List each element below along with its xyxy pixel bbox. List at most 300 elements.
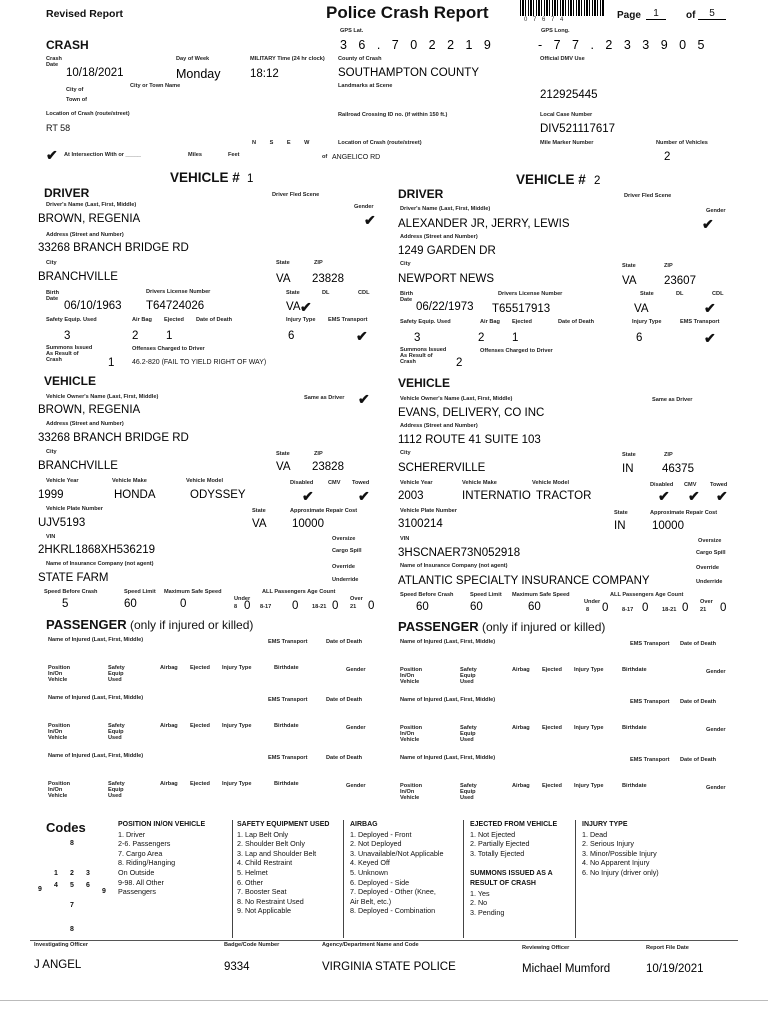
birth-date: 06/10/1963: [64, 300, 122, 312]
code-item: 4. Child Restraint: [237, 858, 293, 868]
speed-before: 5: [62, 598, 69, 610]
birth-date-label: Birth Date: [400, 291, 414, 303]
date-of-death-label: Date of Death: [680, 699, 717, 705]
position-label: Position In/On Vehicle: [400, 725, 423, 743]
driver-name-label: Driver's Name (Last, First, Middle): [400, 206, 491, 212]
code-item: 1. Not Ejected: [470, 829, 516, 839]
age-1821: 0: [332, 600, 339, 612]
code-item: Air Belt, etc.): [350, 896, 392, 906]
safety-equip-label: Safety Equip Used: [108, 781, 125, 799]
safety-codes-list: [233, 830, 343, 916]
code-item: 3. Pending: [470, 907, 505, 917]
air-bag-label: Air Bag: [480, 319, 500, 325]
summons-label: Summons Issued As Result of Crash: [46, 345, 93, 363]
injury-type-label: Injury Type: [574, 667, 604, 673]
code-item: 2. Shoulder Belt Only: [237, 839, 305, 849]
code-item: 1. Dead: [582, 829, 608, 839]
over-label: Over: [350, 596, 363, 602]
injury-type-label: Injury Type: [222, 723, 252, 729]
same-as-driver-label: Same as Driver: [652, 397, 693, 403]
mile-marker-label: Mile Marker Number: [540, 140, 594, 146]
speed-limit: 60: [124, 598, 137, 610]
plate-state: IN: [614, 520, 626, 532]
birthdate-label: Birthdate: [622, 783, 647, 789]
state-label: State: [622, 263, 636, 269]
underride-label: Underride: [696, 579, 723, 585]
agency-label: Agency/Department Name and Code: [322, 942, 419, 948]
report-title: Police Crash Report: [326, 3, 489, 22]
cdl-checkmark-icon: ✔: [704, 300, 716, 316]
airbag-code-box: [344, 820, 464, 938]
code-item: Passengers: [118, 887, 156, 897]
gender-label: Gender: [346, 667, 366, 673]
gender-label: Gender: [346, 783, 366, 789]
age-817: 0: [292, 600, 299, 612]
ejected-label: Ejected: [190, 665, 210, 671]
gender-label: Gender: [354, 204, 374, 210]
dl-state-label: State: [286, 290, 300, 296]
airbag-label: Airbag: [512, 725, 530, 731]
age-under8: 0: [244, 600, 251, 612]
vehicle-make: HONDA: [114, 489, 156, 501]
ejected-label: Ejected: [190, 781, 210, 787]
age-over21: 0: [368, 600, 375, 612]
dl-checkmark-icon: ✔: [300, 299, 312, 315]
ejected-codes-title: EJECTED FROM VEHICLE: [470, 821, 558, 828]
vin-label: VIN: [400, 536, 410, 542]
investigating-officer: J ANGEL: [34, 959, 82, 971]
ems-checkmark-icon: ✔: [704, 330, 716, 346]
dl-label: DL: [676, 291, 684, 297]
max-safe-speed: 0: [180, 598, 187, 610]
vin-label: VIN: [46, 534, 56, 540]
crash-section-title: CRASH: [46, 38, 89, 52]
dl-state-label: State: [640, 291, 654, 297]
repair-cost: 10000: [292, 518, 324, 530]
vehicle-make-label: Vehicle Make: [112, 478, 147, 484]
ejected-label: Ejected: [542, 725, 562, 731]
driver-state: VA: [276, 273, 291, 285]
barcode: [520, 0, 604, 16]
plate-label: Vehicle Plate Number: [400, 508, 457, 514]
badge-label: Badge/Code Number: [224, 942, 280, 948]
airbag-codes-list: [344, 830, 463, 916]
vehicle-make-label: Vehicle Make: [462, 480, 497, 486]
town-of-label: Town of: [66, 97, 88, 103]
owner-zip-label: ZIP: [314, 451, 323, 457]
badge-number: 9334: [224, 961, 250, 973]
airbag-label: Airbag: [160, 665, 178, 671]
summons-codes-title: SUMMONS ISSUED AS A RESULT OF CRASH: [470, 870, 553, 887]
vehicle-year-label: Vehicle Year: [400, 480, 433, 486]
driver-zip: 23607: [664, 275, 696, 287]
vehicle-number-label: VEHICLE #: [516, 172, 586, 187]
address-label: Address (Street and Number): [400, 234, 478, 240]
code-item: 1. Lap Belt Only: [237, 829, 289, 839]
owner-address-label: Address (Street and Number): [400, 423, 478, 429]
owner-state: IN: [622, 463, 634, 475]
driver-city: NEWPORT NEWS: [398, 273, 495, 285]
safety-equip-label: Safety Equip. Used: [46, 317, 97, 323]
city-town-name-label: City or Town Name: [130, 83, 181, 89]
birthdate-label: Birthdate: [274, 781, 299, 787]
report-file-date: 10/19/2021: [646, 963, 704, 975]
day-of-week-label: Day of Week: [176, 56, 210, 62]
over21-label: 21: [350, 604, 357, 610]
passengers-age-label: ALL Passengers Age Count: [262, 589, 336, 595]
age-1821-label: 18-21: [662, 607, 677, 613]
gender-label: Gender: [706, 208, 726, 214]
gender-label: Gender: [706, 727, 726, 733]
ejected-codes-list: [464, 830, 575, 859]
injury-codes-title: INJURY TYPE: [582, 821, 628, 828]
officer-label: Investigating Officer: [34, 942, 89, 948]
ems-checkmark-icon: ✔: [356, 328, 368, 344]
code-item: 5. Helmet: [237, 867, 268, 877]
date-of-death-label: Date of Death: [680, 757, 717, 763]
vehicle-number: 1: [247, 173, 254, 185]
miles-label: Miles: [188, 152, 202, 158]
date-of-death-label: Date of Death: [326, 697, 363, 703]
plate-label: Vehicle Plate Number: [46, 506, 103, 512]
vehicle-model: ODYSSEY: [190, 489, 246, 501]
military-time-label: MILITARY Time (24 hr clock): [250, 56, 325, 62]
owner-state-label: State: [622, 452, 636, 458]
injury-code-box: [576, 820, 726, 938]
owner-name-label: Vehicle Owner's Name (Last, First, Middle): [46, 394, 159, 400]
age-817-label: 8-17: [622, 607, 634, 613]
ems-transport-label: EMS Transport: [268, 697, 308, 703]
seat-position-number: 2: [70, 870, 74, 877]
airbag-label: Airbag: [160, 723, 178, 729]
gps-long: - 7 7 . 2 3 3 9 0 5: [538, 38, 709, 52]
day-of-week: Monday: [176, 67, 221, 81]
dl-number: T65517913: [492, 303, 551, 315]
vehicle-make: INTERNATIO: [462, 490, 531, 502]
vehicle-model: TRACTOR: [536, 490, 592, 502]
cmv-label: CMV: [328, 480, 341, 486]
code-item: 1. Yes: [470, 888, 490, 898]
owner-city: SCHERERVILLE: [398, 462, 486, 474]
owner-address: 33268 BRANCH BRIDGE RD: [38, 432, 189, 444]
seat-position-number: 7: [70, 902, 74, 909]
injured-name-label: Name of Injured (Last, First, Middle): [400, 755, 496, 761]
ejected-label: Ejected: [542, 667, 562, 673]
seat-position-number: 9: [102, 888, 106, 895]
code-item: 3. Lap and Shoulder Belt: [237, 848, 317, 858]
ems-transport-label: EMS Transport: [630, 757, 670, 763]
driver-address: 1249 GARDEN DR: [398, 245, 496, 257]
city-label: City: [400, 261, 411, 267]
age-817: 0: [642, 602, 649, 614]
safety-equip-label: Safety Equip Used: [460, 783, 477, 801]
reviewing-officer-label: Reviewing Officer: [522, 945, 570, 951]
speed-before: 60: [416, 601, 429, 613]
birth-date: 06/22/1973: [416, 301, 474, 313]
driver-fled-label: Driver Fled Scene: [624, 193, 672, 199]
gps-lat: 3 6 . 7 0 2 2 1 9: [340, 38, 495, 52]
gender-checkmark-icon: ✔: [702, 216, 714, 232]
gender-label: Gender: [706, 669, 726, 675]
position-label: Position In/On Vehicle: [48, 665, 71, 683]
plate-state-label: State: [252, 508, 266, 514]
oversize-label: Oversize: [332, 536, 356, 542]
passenger-heading: PASSENGER: [398, 619, 479, 634]
airbag-label: Airbag: [512, 667, 530, 673]
disabled-label: Disabled: [290, 480, 314, 486]
city-label: City: [46, 260, 57, 266]
airbag-codes-title: AIRBAG: [350, 821, 378, 828]
speed-limit-label: Speed Limit: [470, 592, 502, 598]
passengers-age-label: ALL Passengers Age Count: [610, 592, 684, 598]
driver-fled-label: Driver Fled Scene: [272, 192, 320, 198]
code-item: 9. Not Applicable: [237, 906, 291, 916]
gender-label: Gender: [346, 725, 366, 731]
direction-nsew: N S E W: [252, 140, 316, 146]
owner-address: 1112 ROUTE 41 SUITE 103: [398, 434, 541, 446]
location2-label: Location of Crash (route/street): [338, 140, 422, 146]
ejected-label: Ejected: [542, 783, 562, 789]
speed-limit: 60: [470, 601, 483, 613]
code-item: 2. Partially Ejected: [470, 839, 530, 849]
safety-equip-label: Safety Equip Used: [460, 725, 477, 743]
vehicle-model-label: Vehicle Model: [532, 480, 569, 486]
ems-transport-label: EMS Transport: [268, 755, 308, 761]
driver-heading: DRIVER: [44, 186, 90, 200]
date-of-death-label: Date of Death: [326, 755, 363, 761]
age-817-label: 8-17: [260, 604, 272, 610]
gps-long-label: GPS Long.: [541, 28, 570, 34]
crash-location: RT 58: [46, 123, 71, 133]
ejected-label: Ejected: [164, 317, 184, 323]
safety-codes-title: SAFETY EQUIPMENT USED: [237, 821, 330, 828]
ems-transport-label: EMS Transport: [630, 641, 670, 647]
feet-label: Feet: [228, 152, 240, 158]
zip-label: ZIP: [664, 263, 673, 269]
code-item: 8. No Restraint Used: [237, 896, 304, 906]
seat-position-number: 3: [86, 870, 90, 877]
injured-name-label: Name of Injured (Last, First, Middle): [400, 697, 496, 703]
offense: 46.2-820 (FAIL TO YIELD RIGHT OF WAY): [132, 359, 267, 366]
speed-limit-label: Speed Limit: [124, 589, 156, 595]
ems-transport-label: EMS Transport: [680, 319, 720, 325]
page-label: Page: [617, 10, 641, 21]
driver-address: 33268 BRANCH BRIDGE RD: [38, 242, 189, 254]
code-item: 5. Unknown: [350, 867, 388, 877]
cargo-spill-label: Cargo Spill: [696, 550, 726, 556]
towed-checkmark-icon: ✔: [716, 488, 728, 504]
owner-address-label: Address (Street and Number): [46, 421, 124, 427]
ejected-label: Ejected: [512, 319, 532, 325]
crash-date: 10/18/2021: [66, 67, 124, 79]
birthdate-label: Birthdate: [274, 723, 299, 729]
birthdate-label: Birthdate: [622, 725, 647, 731]
barcode-digits: 0 7 6 7 4: [524, 17, 566, 23]
insurance-label: Name of Insurance Company (not agent): [400, 563, 508, 569]
plate-number: 3100214: [398, 518, 443, 530]
owner-city: BRANCHVILLE: [38, 460, 118, 472]
safety-equip-label: Safety Equip Used: [460, 667, 477, 685]
under8-label: 8: [234, 604, 238, 610]
safety-equip-label: Safety Equip Used: [108, 723, 125, 741]
over-label: Over: [700, 599, 713, 605]
injury-type: 6: [636, 332, 643, 344]
cmv-label: CMV: [684, 482, 697, 488]
dl-number-label: Drivers License Number: [498, 291, 563, 297]
landmarks-label: Landmarks at Scene: [338, 83, 393, 89]
injured-name-label: Name of Injured (Last, First, Middle): [48, 637, 144, 643]
cmv-checkmark-icon: ✔: [688, 488, 700, 504]
driver-name: BROWN, REGENIA: [38, 213, 141, 225]
state-label: State: [276, 260, 290, 266]
age-over21: 0: [720, 602, 727, 614]
seat-position-number: 8: [70, 840, 74, 847]
position-code-box: [118, 820, 230, 938]
code-item: 2-6. Passengers: [118, 839, 171, 849]
safety-equip-label: Safety Equip Used: [108, 665, 125, 683]
vehicle-year-label: Vehicle Year: [46, 478, 79, 484]
agency-name: VIRGINIA STATE POLICE: [322, 961, 456, 973]
code-item: 2. Not Deployed: [350, 839, 402, 849]
age-1821: 0: [682, 602, 689, 614]
dl-number: T64724026: [146, 300, 205, 312]
dl-label: DL: [322, 290, 330, 296]
override-label: Override: [696, 565, 720, 571]
vehicle-number-label: VEHICLE #: [170, 170, 240, 185]
local-case-number: DIV521117617: [540, 123, 616, 135]
code-item: 2. No: [470, 898, 488, 908]
override-label: Override: [332, 564, 356, 570]
owner-name: EVANS, DELIVERY, CO INC: [398, 407, 545, 419]
dl-number-label: Drivers License Number: [146, 289, 211, 295]
driver-heading: DRIVER: [398, 187, 444, 201]
intersection-road: ANGELICO RD: [332, 154, 381, 161]
under8-label: 8: [586, 607, 590, 613]
max-safe-label: Maximum Safe Speed: [164, 589, 222, 595]
seat-position-number: 5: [70, 882, 74, 889]
offenses-label: Offenses Charged to Driver: [480, 348, 553, 354]
ejected: 1: [512, 332, 519, 344]
num-vehicles: 2: [664, 151, 671, 163]
injured-name-label: Name of Injured (Last, First, Middle): [48, 753, 144, 759]
seat-position-number: 9: [38, 886, 42, 893]
passenger-note: (only if injured or killed): [482, 620, 606, 634]
code-item: 7. Deployed - Other (Knee,: [350, 887, 436, 897]
county: SOUTHAMPTON COUNTY: [338, 67, 479, 79]
code-item: 2. Serious Injury: [582, 839, 634, 849]
dmv-number: 212925445: [540, 89, 598, 101]
cdl-label: CDL: [358, 290, 370, 296]
injury-type-label: Injury Type: [222, 665, 252, 671]
owner-zip: 46375: [662, 463, 694, 475]
driver-zip: 23828: [312, 273, 344, 285]
air-bag-label: Air Bag: [132, 317, 152, 323]
seat-position-number: 6: [86, 882, 90, 889]
code-item: 6. No Injury (driver only): [582, 867, 659, 877]
injury-type-label: Injury Type: [574, 725, 604, 731]
driver-state: VA: [622, 275, 637, 287]
disabled-checkmark-icon: ✔: [302, 488, 314, 504]
safety-equip: 3: [64, 330, 71, 342]
date-of-death-label: Date of Death: [196, 317, 233, 323]
owner-city-label: City: [400, 450, 411, 456]
age-1821-label: 18-21: [312, 604, 327, 610]
position-label: Position In/On Vehicle: [48, 723, 71, 741]
injury-codes-list: [576, 830, 726, 878]
insurance-label: Name of Insurance Company (not agent): [46, 561, 154, 567]
repair-cost-label: Approximate Repair Cost: [290, 508, 358, 514]
ejected-code-box: [464, 820, 576, 938]
same-as-driver-label: Same as Driver: [304, 395, 345, 401]
air-bag: 2: [132, 330, 139, 342]
dl-state: VA: [286, 301, 301, 313]
max-safe-label: Maximum Safe Speed: [512, 592, 570, 598]
summons: 2: [456, 357, 463, 369]
max-safe-speed: 60: [528, 601, 541, 613]
revised-report-label: Revised Report: [46, 8, 124, 20]
vehicle-number: 2: [594, 175, 601, 187]
date-of-death-label: Date of Death: [326, 639, 363, 645]
repair-cost: 10000: [652, 520, 684, 532]
crash-date-label: Crash Date: [46, 56, 62, 68]
seat-position-number: 1: [54, 870, 58, 877]
gender-checkmark-icon: ✔: [364, 212, 376, 228]
under-label: Under: [234, 596, 251, 602]
insurance-company: STATE FARM: [38, 572, 109, 584]
passenger-heading: PASSENGER: [46, 617, 127, 632]
owner-zip: 23828: [312, 461, 344, 473]
code-item: On Outside: [118, 867, 155, 877]
file-date-label: Report File Date: [646, 945, 689, 951]
towed-checkmark-icon: ✔: [358, 488, 370, 504]
code-item: 4. Keyed Off: [350, 858, 390, 868]
safety-code-box: [232, 820, 344, 938]
owner-zip-label: ZIP: [664, 452, 673, 458]
underride-label: Underride: [332, 577, 359, 583]
airbag-label: Airbag: [512, 783, 530, 789]
page-total: 5: [698, 9, 726, 20]
date-of-death-label: Date of Death: [558, 319, 595, 325]
code-item: 7. Booster Seat: [237, 887, 287, 897]
injury-type-label: Injury Type: [574, 783, 604, 789]
plate-number: UJV5193: [38, 517, 86, 529]
city-of-label: City of: [66, 87, 84, 93]
zip-label: ZIP: [314, 260, 323, 266]
over21-label: 21: [700, 607, 707, 613]
cargo-spill-label: Cargo Spill: [332, 548, 362, 554]
code-item: 8. Riding/Hanging: [118, 858, 176, 868]
position-label: Position In/On Vehicle: [48, 781, 71, 799]
page-bottom-edge: [0, 1000, 768, 1001]
ems-transport-label: EMS Transport: [630, 699, 670, 705]
airbag-label: Airbag: [160, 781, 178, 787]
injury-type-label: Injury Type: [222, 781, 252, 787]
driver-name-label: Driver's Name (Last, First, Middle): [46, 202, 137, 208]
code-item: 4. No Apparent Injury: [582, 858, 650, 868]
owner-state: VA: [276, 461, 291, 473]
reviewing-officer: Michael Mumford: [522, 963, 611, 975]
injury-type: 6: [288, 330, 295, 342]
of-label-2: of: [322, 154, 328, 160]
ejected: 1: [166, 330, 173, 342]
ejected-label: Ejected: [190, 723, 210, 729]
birth-date-label: Birth Date: [46, 290, 60, 302]
code-item: 1. Deployed - Front: [350, 829, 412, 839]
code-item: 8. Deployed - Combination: [350, 906, 436, 916]
under-label: Under: [584, 599, 601, 605]
dl-state: VA: [634, 303, 649, 315]
towed-label: Towed: [352, 480, 370, 486]
